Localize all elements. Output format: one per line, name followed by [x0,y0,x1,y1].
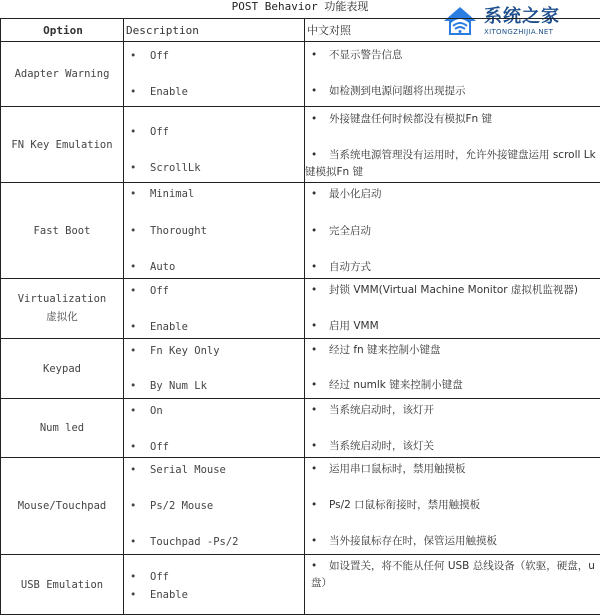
list-item: • Thorought [124,225,304,237]
list-item: • Off [124,285,304,297]
list-item: • 当外接鼠标存在时，保管运用触摸板 [305,533,600,550]
table-row [1,555,600,615]
chinese-cell [305,107,600,183]
list-item: • 经过 numlk 键来控制小键盘 [305,377,600,394]
list-item: • Serial Mouse [124,464,304,476]
list-item: • 经过 fn 键来控制小键盘 [305,342,600,359]
list-item: • 最小化启动 [305,186,600,203]
option-fast-boot: Fast Boot [1,183,124,279]
list-item: • 不显示警告信息 [305,47,600,64]
chinese-cell [305,183,600,279]
list-item: • Enable [124,589,304,601]
chinese-cell [305,458,600,555]
list-item: • Off [124,126,304,138]
chinese-cell [305,555,600,615]
option-virtualization [1,279,124,339]
option-keypad: Keypad [1,339,124,399]
option-virtualization-en: Virtualization [5,293,119,305]
watermark-name: 系统之家 [484,7,560,27]
list-item: • 当系统电源管理没有运用时，允许外接键盘运用 scroll Lk 键模拟Fn 键 [305,147,600,181]
description-cell [124,458,305,555]
header-description: Description [124,19,305,42]
option-adapter-warning: Adapter Warning [1,42,124,107]
list-item: • Off [124,441,304,453]
description-cell [124,107,305,183]
option-fn-key-emulation: FN Key Emulation [1,107,124,183]
table-row [1,183,600,279]
option-mouse-touchpad: Mouse/Touchpad [1,458,124,555]
chinese-cell [305,339,600,399]
list-item: • By Num Lk [124,380,304,392]
watermark-domain: XITONGZHIJIA.NET [484,27,560,37]
list-item: • Fn Key Only [124,345,304,357]
list-item: • 当系统启动时，该灯开 [305,402,600,419]
list-item: • Enable [124,321,304,333]
list-item: • 外接键盘任何时候都没有模拟Fn 键 [305,111,600,128]
option-num-led: Num led [1,399,124,458]
list-item: • Minimal [124,188,304,200]
list-item: • Touchpad -Ps/2 [124,536,304,548]
list-item: • 封锁 VMM(Virtual Machine Monitor 虚拟机监视器) [305,282,600,299]
description-cell [124,42,305,107]
list-item: • 运用串口鼠标时，禁用触摸板 [305,461,600,478]
option-virtualization-zh: 虚拟化 [5,309,119,324]
list-item: • Auto [124,261,304,273]
list-item: • Off [124,571,304,583]
table-row [1,107,600,183]
description-cell [124,399,305,458]
table-row [1,339,600,399]
list-item: • 当系统启动时，该灯关 [305,438,600,455]
list-item: • Ps/2 Mouse [124,500,304,512]
list-item: • 完全启动 [305,223,600,240]
table-row [1,458,600,555]
chinese-cell [305,279,600,339]
header-option: Option [1,19,124,42]
list-item: • 自动方式 [305,259,600,276]
table-row [1,279,600,339]
table-header-row [1,19,600,42]
list-item: • 如检测到电源问题将出现提示 [305,83,600,100]
page-title: POST Behavior 功能表现 [0,0,600,18]
description-cell [124,279,305,339]
list-item: • Enable [124,86,304,98]
table-row [1,399,600,458]
chinese-cell [305,399,600,458]
bios-options-table [0,18,600,615]
list-item: • 启用 VMM [305,318,600,335]
option-usb-emulation: USB Emulation [1,555,124,615]
chinese-cell [305,42,600,107]
list-item: • On [124,405,304,417]
list-item: • ScrollLk [124,162,304,174]
list-item: • Ps/2 口鼠标衔接时，禁用触摸板 [305,497,600,514]
list-item: • 如设置关，将不能从任何 USB 总线设备（软驱，硬盘，u 盘） [305,558,600,592]
description-cell [124,183,305,279]
description-cell [124,555,305,615]
table-row [1,42,600,107]
header-chinese: 中文对照 [305,19,600,42]
list-item: • Off [124,50,304,62]
description-cell [124,339,305,399]
